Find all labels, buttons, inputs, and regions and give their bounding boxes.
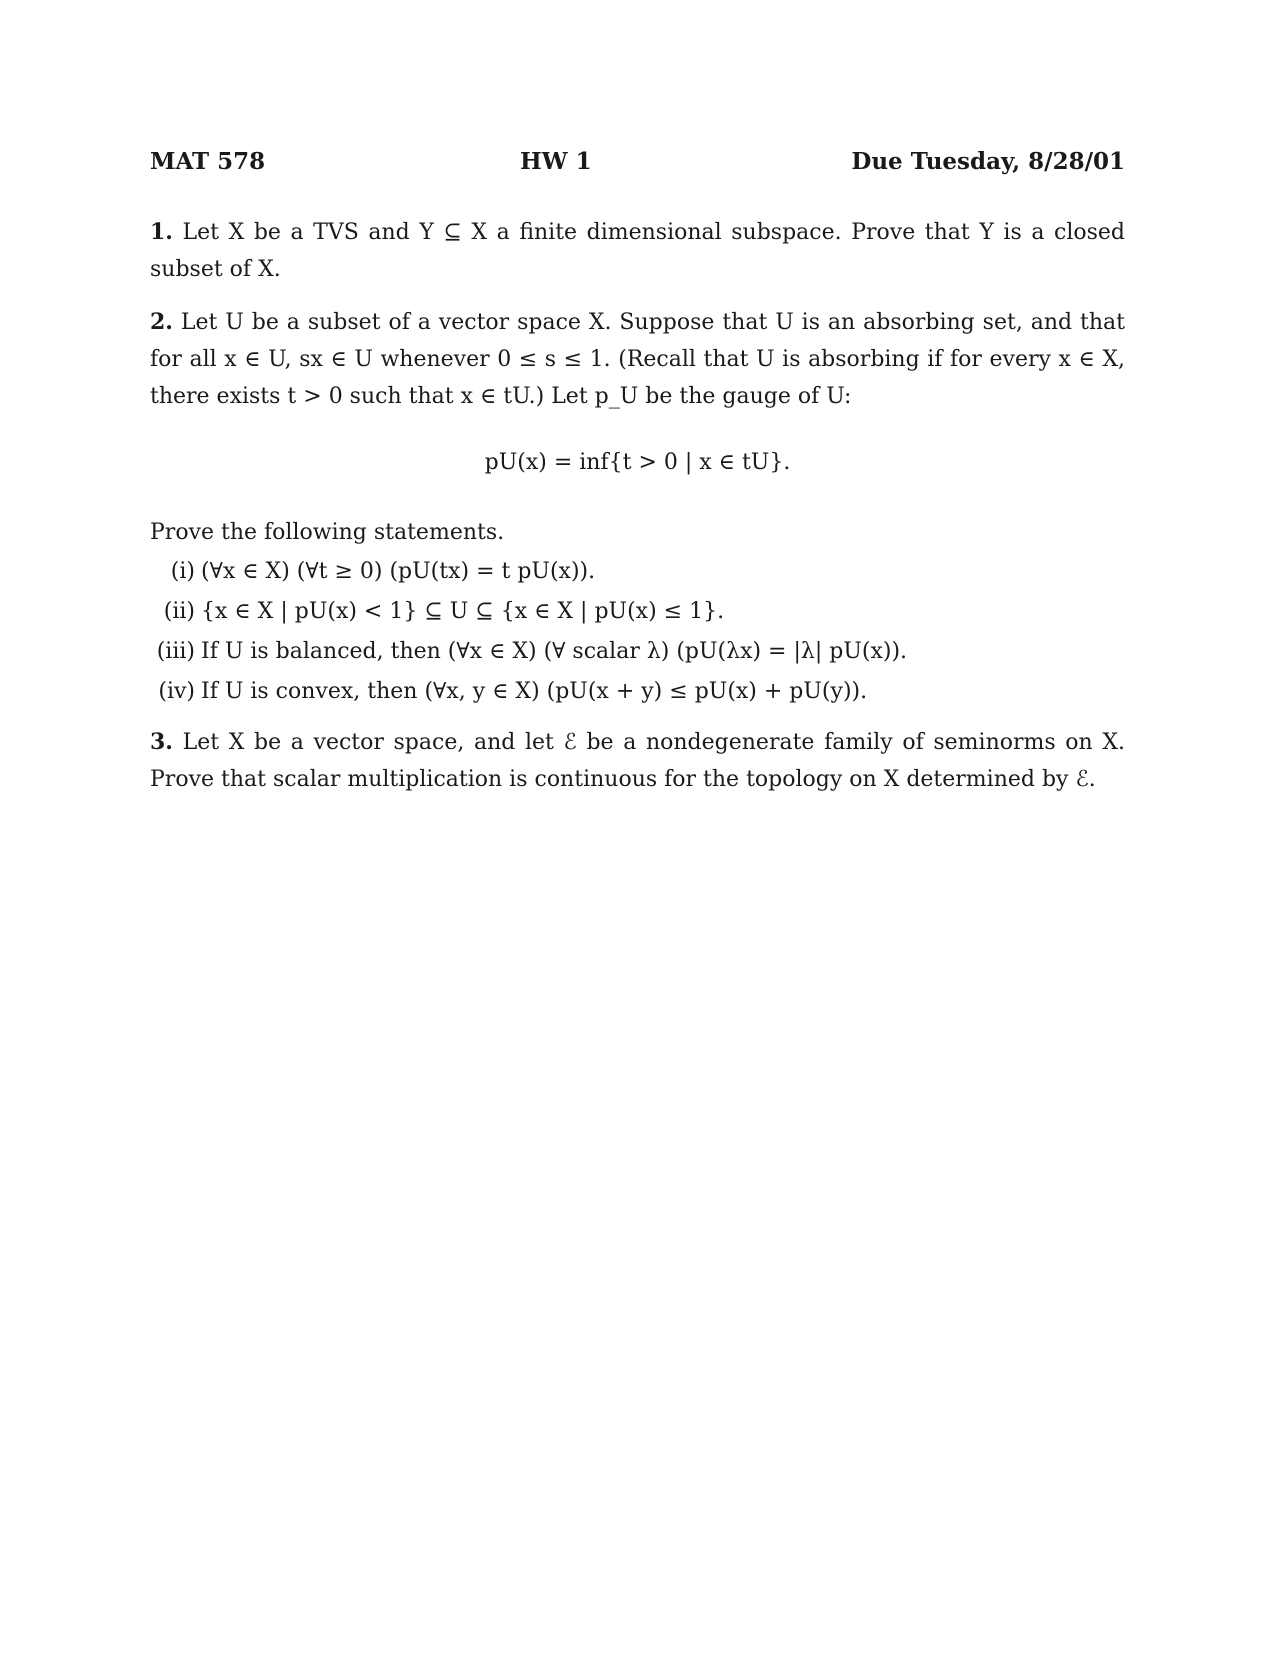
item-text: If U is balanced, then (∀x ∈ X) (∀ scalar λ) (pU(λx) = |λ| pU(x)). (201, 639, 908, 664)
list-item (147, 672, 1122, 712)
header (150, 148, 1125, 182)
list-item (147, 592, 1122, 632)
item-text: (∀x ∈ X) (∀t ≥ 0) (pU(tx) = t pU(x)). (201, 559, 596, 584)
gauge-definition: pU(x) = inf{t > 0 | x ∈ tU}. (484, 450, 791, 475)
item-label: (i) (170, 559, 195, 584)
problem-1 (150, 214, 1125, 288)
problem-3 (150, 724, 1125, 798)
problem-2-number: 2. (150, 309, 173, 335)
statement-list (147, 552, 1122, 712)
problem-2-text: Let U be a subset of a vector space X. Suppose that U is an absorbing set, and that for all x ∈ U, sx ∈ U whenever 0 ≤ s ≤ 1. (Recall that U is absorbing if for every x ∈ X, there exists t > 0 such that x ∈ tU.) Let p_U be the gauge of U: (150, 310, 1126, 409)
prove-intro: Prove the following statements. (150, 520, 505, 545)
problem-1-text: Let X be a TVS and Y ⊆ X a finite dimensional subspace. Prove that Y is a closed subset of X. (150, 220, 1125, 282)
assignment-title: HW 1 (520, 148, 592, 175)
problem-1-number: 1. (150, 219, 173, 245)
problem-2 (150, 304, 1125, 415)
problem-3-number: 3. (150, 729, 173, 755)
document-page (150, 0, 1125, 1656)
list-item (147, 632, 1122, 672)
item-label: (iv) (158, 679, 195, 704)
item-text: If U is convex, then (∀x, y ∈ X) (pU(x + y) ≤ pU(x) + pU(y)). (201, 679, 868, 704)
item-label: (iii) (156, 639, 195, 664)
item-label: (ii) (163, 599, 195, 624)
due-date: Due Tuesday, 8/28/01 (851, 148, 1125, 175)
item-text: {x ∈ X | pU(x) < 1} ⊆ U ⊆ {x ∈ X | pU(x) ≤ 1}. (201, 599, 725, 624)
problem-3-text: Let X be a vector space, and let ℰ be a nondegenerate family of seminorms on X. Prove that scalar multiplication is continuous for the topology on X determined by ℰ. (150, 730, 1125, 792)
course-code: MAT 578 (150, 148, 266, 175)
list-item (147, 552, 1122, 592)
